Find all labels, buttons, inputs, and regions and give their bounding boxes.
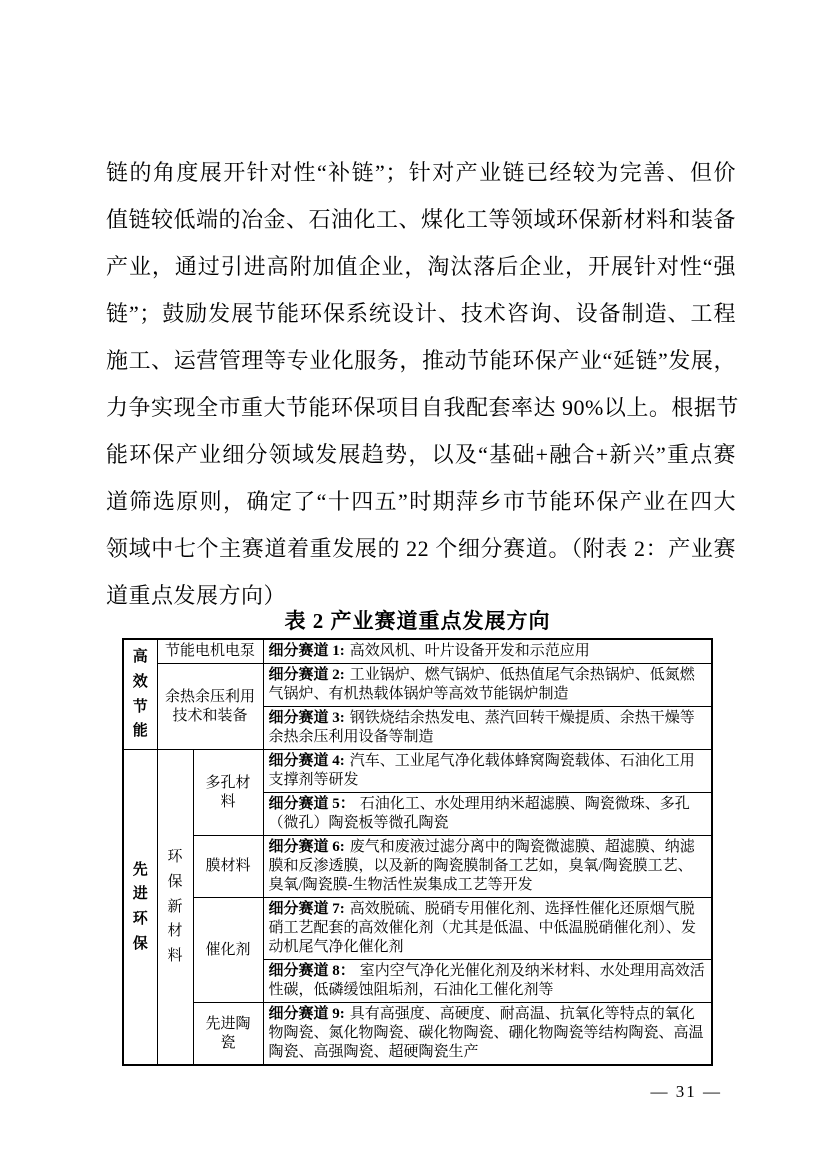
- table-block: [122, 606, 713, 1066]
- track-text: 高效风机、叶片设备开发和示范应用: [349, 643, 590, 659]
- text-line: 施工、运营管理等专业化服务，推动节能环保产业“延链”发展，: [106, 348, 736, 373]
- text-line: 力争实现全市重大节能环保项目自我配套率达 90%以上。根据节: [106, 395, 739, 420]
- text-line: 道筛选原则，确定了“十四五”时期萍乡市节能环保产业在四大: [106, 489, 736, 514]
- subfield-label: 节能电机电泵: [165, 643, 256, 659]
- subfield-label: 先进陶瓷: [205, 1015, 251, 1051]
- track-cell: [263, 707, 712, 750]
- subfield-cell-advanced-ceramics: [193, 1003, 263, 1066]
- subfield-cell-new-materials: 环保新材料: [157, 750, 193, 1066]
- track-text: 废气和废液过滤分离中的陶瓷微滤膜、超滤膜、纳滤膜和反渗透膜，以及新的陶瓷膜制备工艺如，臭氧/陶瓷膜工艺、臭氧/陶瓷膜-生物活性炭集成工艺等开发: [268, 839, 695, 893]
- text-line: 产业，通过引进高附加值企业，淘汰落后企业，开展针对性“强: [106, 254, 736, 279]
- track-cell: [263, 836, 712, 898]
- subfield-label: 多孔材料: [205, 774, 251, 810]
- text-line: 道重点发展方向）: [106, 583, 287, 608]
- track-cell: [263, 664, 712, 707]
- text-line: 值链较低端的冶金、石油化工、煤化工等领域环保新材料和装备: [106, 207, 737, 232]
- track-label: 细分赛道 7:: [268, 901, 345, 917]
- industry-tracks-table: [122, 638, 713, 1066]
- track-text: 具有高强度、高硬度、耐高温、抗氧化等特点的氧化物陶瓷、氮化物陶瓷、碳化物陶瓷、硼化物陶瓷等结构陶瓷、高温陶瓷、高强陶瓷、超硬陶瓷生产: [268, 1006, 704, 1060]
- text-line: 领域中七个主赛道着重发展的 22 个细分赛道。（附表 2：产业赛: [106, 536, 736, 561]
- subfield-cell-porous-materials: [193, 750, 263, 836]
- track-label: 细分赛道 2:: [268, 667, 345, 683]
- table-row: [123, 639, 712, 664]
- subfield-cell-waste-heat: [157, 664, 263, 750]
- page-number: — 31 —: [650, 1082, 722, 1101]
- subfield-cell-catalysts: [193, 898, 263, 1003]
- table-title: 表 2 产业赛道重点发展方向: [284, 609, 551, 633]
- track-label: 细分赛道 4:: [268, 753, 345, 769]
- track-label: 细分赛道 5：: [268, 796, 355, 812]
- subfield-label: 膜材料: [205, 858, 251, 874]
- track-cell: [263, 960, 712, 1003]
- subfield-cell-motor-pump: [157, 639, 263, 664]
- area-cell-energy-efficiency: 高效节能: [123, 639, 157, 750]
- track-text: 工业锅炉、燃气锅炉、低热值尾气余热锅炉、低氮燃气锅炉、有机热载体锅炉等高效节能锅炉制造: [268, 667, 695, 702]
- track-label: 细分赛道 9:: [268, 1006, 345, 1022]
- area-cell-advanced-environmental: 先进环保: [123, 750, 157, 1066]
- track-cell: [263, 1003, 712, 1066]
- track-label: 细分赛道 8：: [268, 963, 355, 979]
- body-paragraph: [106, 149, 739, 619]
- table-row: [123, 898, 712, 960]
- track-cell: [263, 750, 712, 793]
- table-row: [123, 664, 712, 707]
- track-label: 细分赛道 6:: [268, 839, 345, 855]
- track-cell: [263, 639, 712, 664]
- subfield-label: 催化剂: [205, 941, 251, 958]
- track-cell: [263, 898, 712, 960]
- text-line: 能环保产业细分领域发展趋势，以及“基础+融合+新兴”重点赛: [106, 442, 736, 467]
- table-row: [123, 750, 712, 793]
- text-line: 链的角度展开针对性“补链”；针对产业链已经较为完善、但价: [106, 160, 736, 185]
- track-text: 钢铁烧结余热发电、蒸汽回转干燥提质、余热干燥等余热余压利用设备等制造: [268, 710, 695, 745]
- text-line: 链”；鼓励发展节能环保系统设计、技术咨询、设备制造、工程: [106, 301, 736, 326]
- track-label: 细分赛道 3:: [268, 710, 345, 726]
- subfield-label: 余热余压利用技术和装备: [165, 688, 256, 724]
- table-row: [123, 836, 712, 898]
- table-row: [123, 1003, 712, 1066]
- track-text: 汽车、工业尾气净化载体蜂窝陶瓷载体、石油化工用支撑剂等研发: [268, 753, 695, 788]
- subfield-cell-membrane-materials: [193, 836, 263, 898]
- track-label: 细分赛道 1:: [268, 643, 345, 659]
- track-text: 石油化工、水处理用纳米超滤膜、陶瓷微珠、多孔（微孔）陶瓷板等微孔陶瓷: [268, 796, 690, 831]
- track-cell: [263, 793, 712, 836]
- track-text: 室内空气净化光催化剂及纳米材料、水处理用高效活性碳，低磷缓蚀阻垢剂，石油化工催化剂等: [268, 963, 705, 998]
- track-text: 高效脱硫、脱硝专用催化剂、选择性催化还原烟气脱硝工艺配套的高效催化剂（尤其是低温、中低温脱硝催化剂）、发动机尾气净化催化剂: [268, 901, 697, 955]
